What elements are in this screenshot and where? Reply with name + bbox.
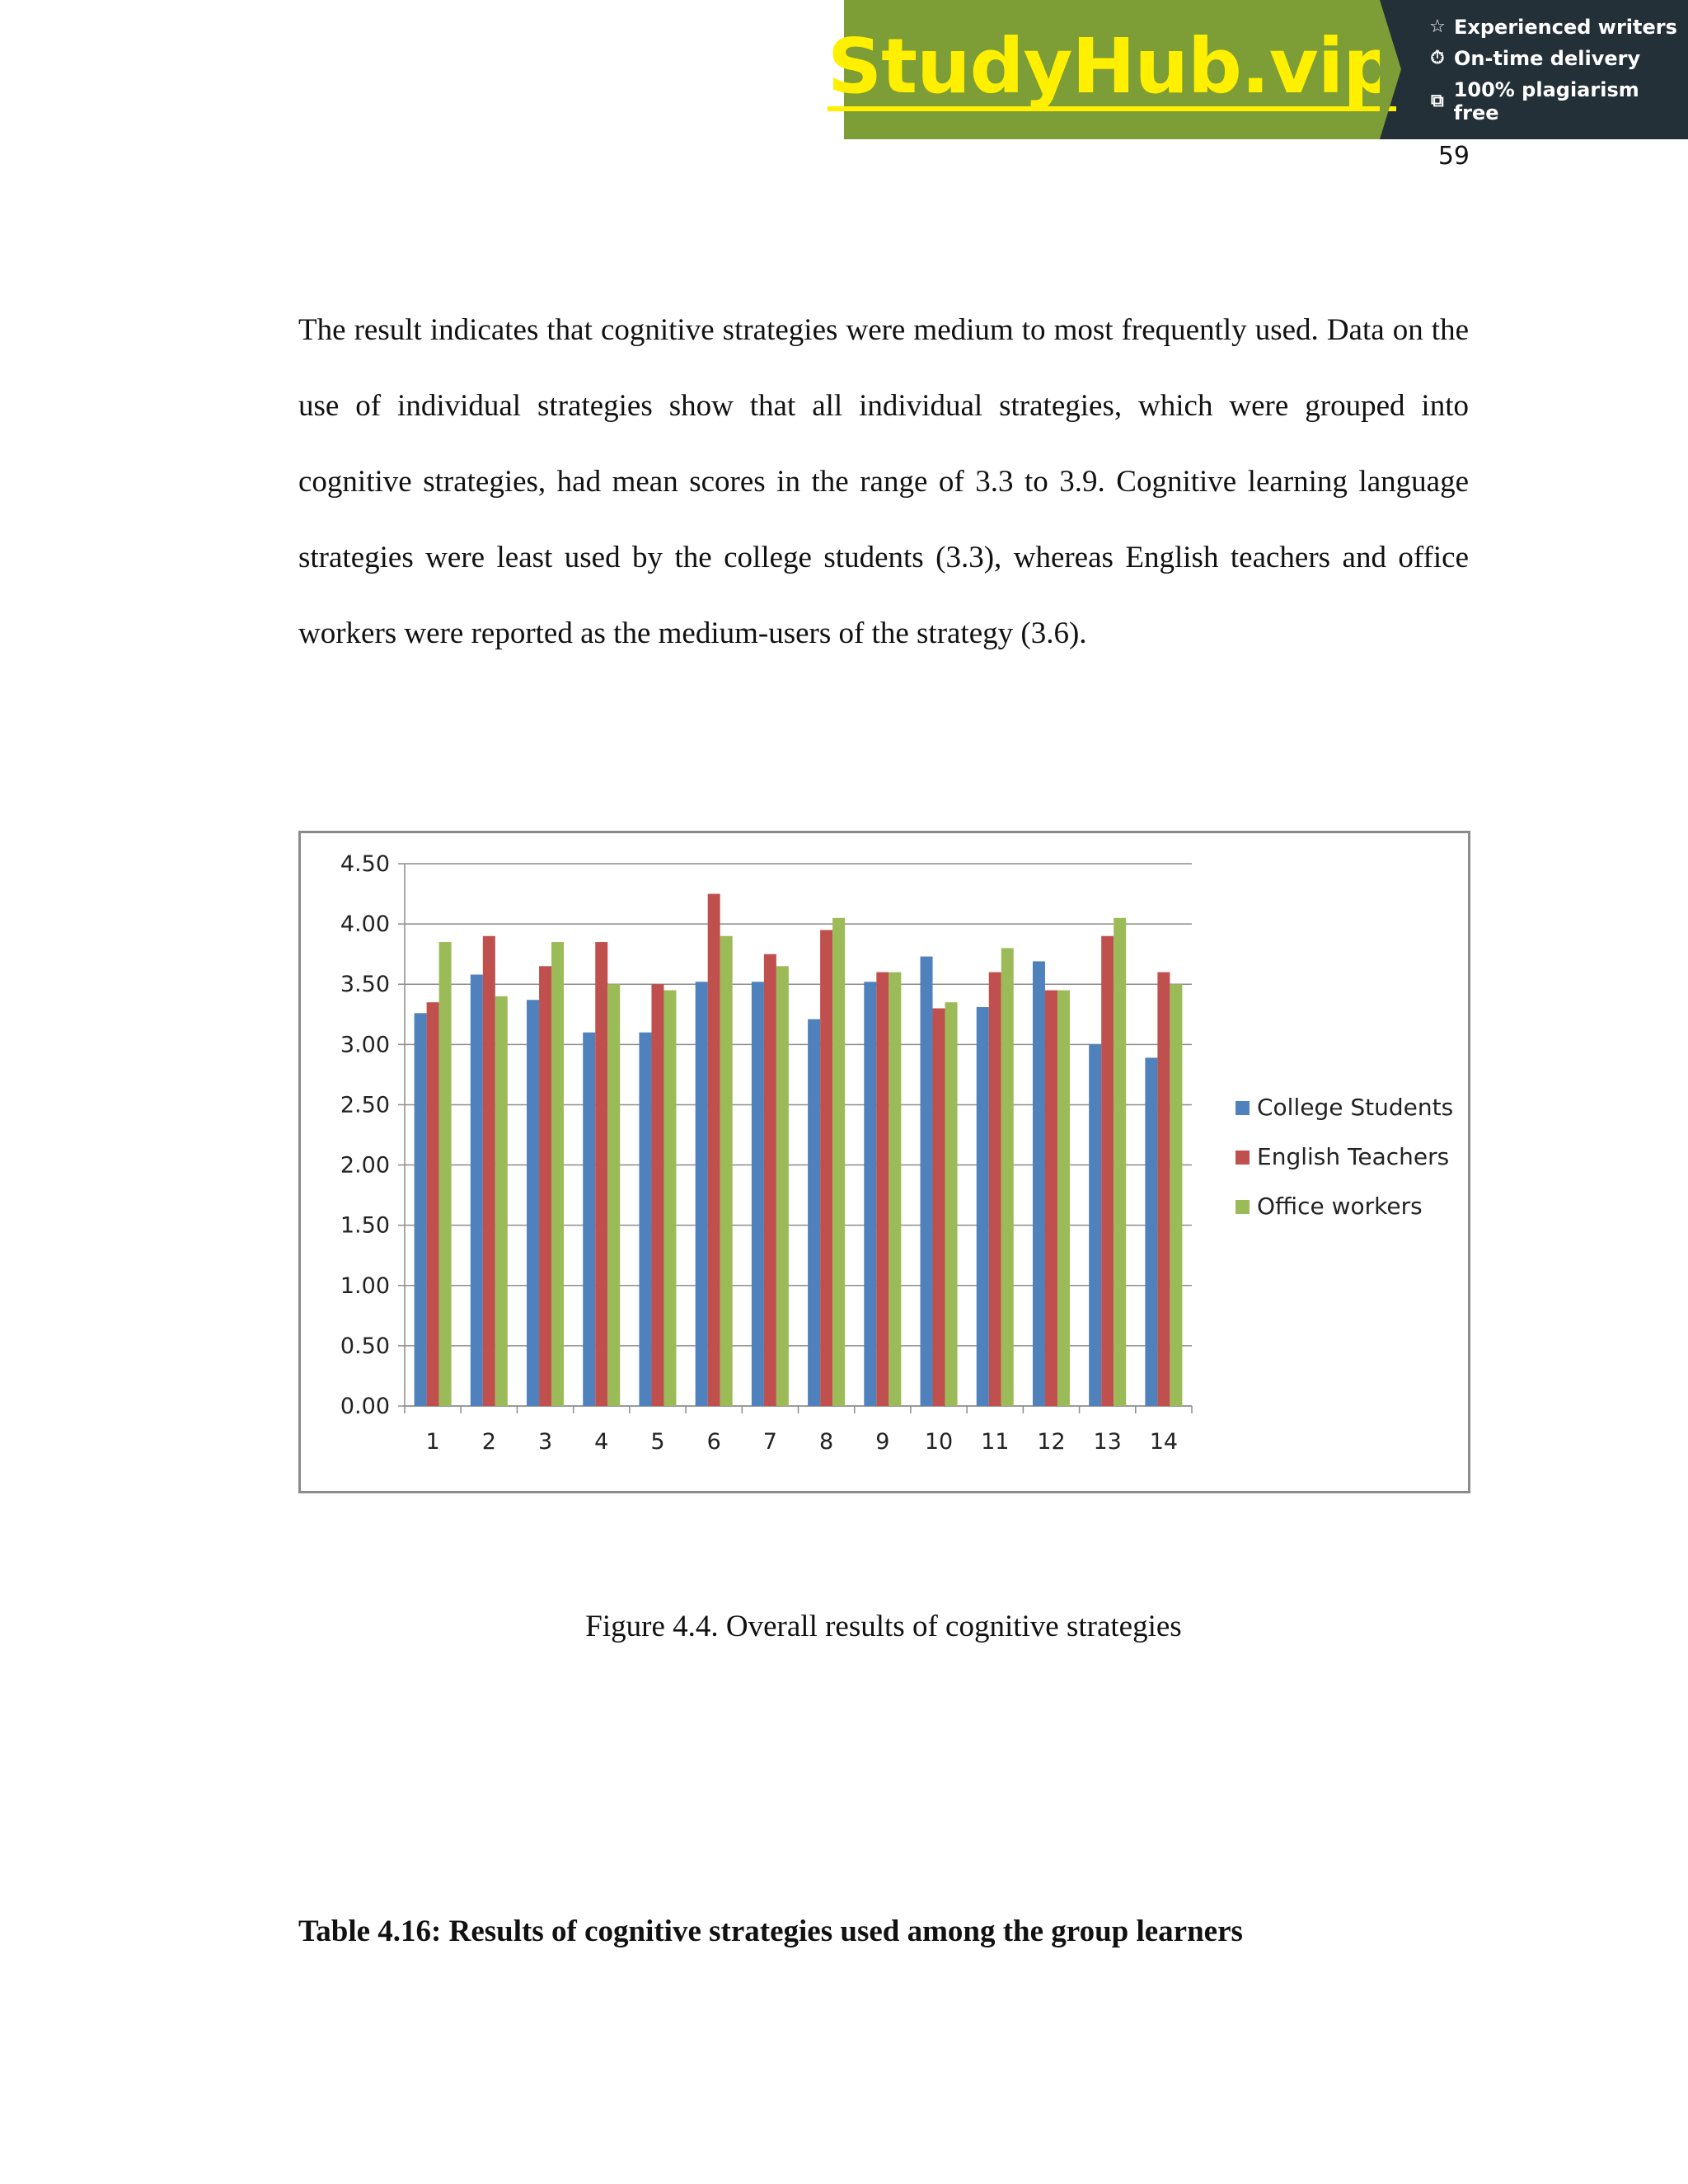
y-tick-label: 0.00 [340,1394,390,1419]
bar-english-teachers-4 [595,942,607,1406]
y-tick-label: 1.50 [340,1212,390,1239]
y-tick-label: 4.00 [340,912,390,938]
feature-label: 100% plagiarism free [1453,77,1639,124]
bar-college-students-12 [1033,961,1045,1406]
bar-english-teachers-3 [539,966,551,1406]
x-tick-label: 8 [819,1429,834,1455]
x-tick-label: 12 [1037,1429,1066,1455]
page-number: 59 [1437,142,1470,171]
legend-swatch [1236,1101,1250,1115]
x-tick-label: 2 [481,1429,496,1455]
banner-feature-list [1380,0,1688,139]
body-paragraph: The result indicates that cognitive strategies were medium to most frequently used. Data on the use of individual strategies show that all individual strategies, which were grouped into cognitive strategies, had mean scores in the range of 3.3 to 3.9. Cognitive learning language strategies were least used by the college students (3.3), whereas English teachers and office workers were reported as the medium-users of the strategy (3.6). [298,313,1469,650]
bar-college-students-13 [1089,1044,1101,1406]
bar-office-workers-10 [945,1002,958,1406]
bar-office-workers-13 [1114,918,1126,1406]
x-tick-label: 3 [537,1429,553,1455]
bar-office-workers-9 [889,972,901,1406]
x-tick-label: 11 [981,1429,1010,1455]
x-tick-label: 6 [706,1429,721,1455]
bar-college-students-14 [1145,1057,1157,1406]
bar-english-teachers-13 [1101,936,1114,1406]
x-tick-label: 9 [875,1429,890,1455]
bar-office-workers-3 [551,942,564,1406]
bar-college-students-1 [415,1013,427,1406]
bar-college-students-9 [864,982,876,1406]
y-tick-label: 2.00 [340,1152,390,1179]
brand-name: StudyHub.vip [827,21,1397,110]
x-tick-label: 10 [924,1429,954,1455]
brand-logo[interactable] [827,0,1397,139]
bar-college-students-7 [752,982,764,1406]
feature-label: On-time delivery [1454,46,1641,70]
bar-english-teachers-11 [989,972,1001,1406]
copy-icon: ⧉ [1430,91,1444,111]
x-tick-label: 1 [425,1429,440,1455]
bar-english-teachers-10 [933,1008,945,1406]
y-tick-label: 3.50 [340,972,390,998]
bar-college-students-11 [977,1007,989,1406]
bar-office-workers-12 [1057,991,1070,1406]
bar-english-teachers-5 [651,984,663,1406]
bar-english-teachers-2 [483,936,495,1406]
legend-label: College Students [1257,1094,1454,1121]
clock-icon: ⏱ [1430,48,1445,68]
bar-college-students-6 [696,982,708,1406]
legend-label: English Teachers [1257,1143,1450,1170]
table-title: Table 4.16: Results of cognitive strategies used among the group learners [298,1915,1243,1948]
bar-english-teachers-9 [876,972,889,1406]
bar-office-workers-8 [832,918,845,1406]
x-tick-label: 7 [762,1429,777,1455]
chart-canvas [301,833,1468,1491]
figure-caption: Figure 4.4. Overall results of cognitive strategies [585,1610,1182,1643]
promo-banner[interactable] [827,0,1688,139]
feature-label: Experienced writers [1454,15,1677,39]
y-tick-label: 2.50 [340,1092,390,1118]
bar-chart [298,831,1470,1493]
bar-english-teachers-14 [1157,972,1170,1406]
x-tick-label: 5 [650,1429,665,1455]
y-tick-label: 1.00 [340,1272,390,1299]
bar-office-workers-5 [663,991,676,1406]
bar-english-teachers-6 [708,894,720,1406]
bar-office-workers-11 [1001,948,1014,1406]
bar-office-workers-6 [720,936,733,1406]
x-tick-label: 4 [594,1429,609,1455]
y-tick-label: 4.50 [340,851,390,877]
legend-label: Office workers [1257,1193,1423,1220]
legend-swatch [1236,1200,1250,1214]
bar-office-workers-1 [439,942,452,1406]
bar-office-workers-2 [495,996,508,1406]
bar-office-workers-7 [776,966,789,1406]
star-icon: ☆ [1429,16,1446,37]
y-tick-label: 0.50 [340,1333,390,1359]
bar-college-students-2 [471,975,483,1406]
feature-plagiarism-free [1428,78,1688,124]
bar-english-teachers-12 [1045,991,1057,1406]
legend-swatch [1236,1151,1250,1165]
bar-college-students-10 [921,957,933,1406]
x-tick-label: 14 [1149,1429,1179,1455]
y-tick-label: 3.00 [340,1032,390,1058]
bar-college-students-8 [808,1019,820,1406]
bar-office-workers-4 [607,984,620,1406]
x-tick-label: 13 [1093,1429,1122,1455]
bar-college-students-5 [639,1033,651,1406]
feature-experienced-writers [1428,16,1688,39]
bar-english-teachers-8 [820,930,832,1406]
feature-on-time-delivery [1428,47,1688,70]
bar-english-teachers-1 [427,1002,439,1406]
bar-office-workers-14 [1170,984,1182,1406]
bar-college-students-3 [527,1000,539,1406]
bar-college-students-4 [583,1033,595,1406]
bar-english-teachers-7 [764,954,776,1406]
